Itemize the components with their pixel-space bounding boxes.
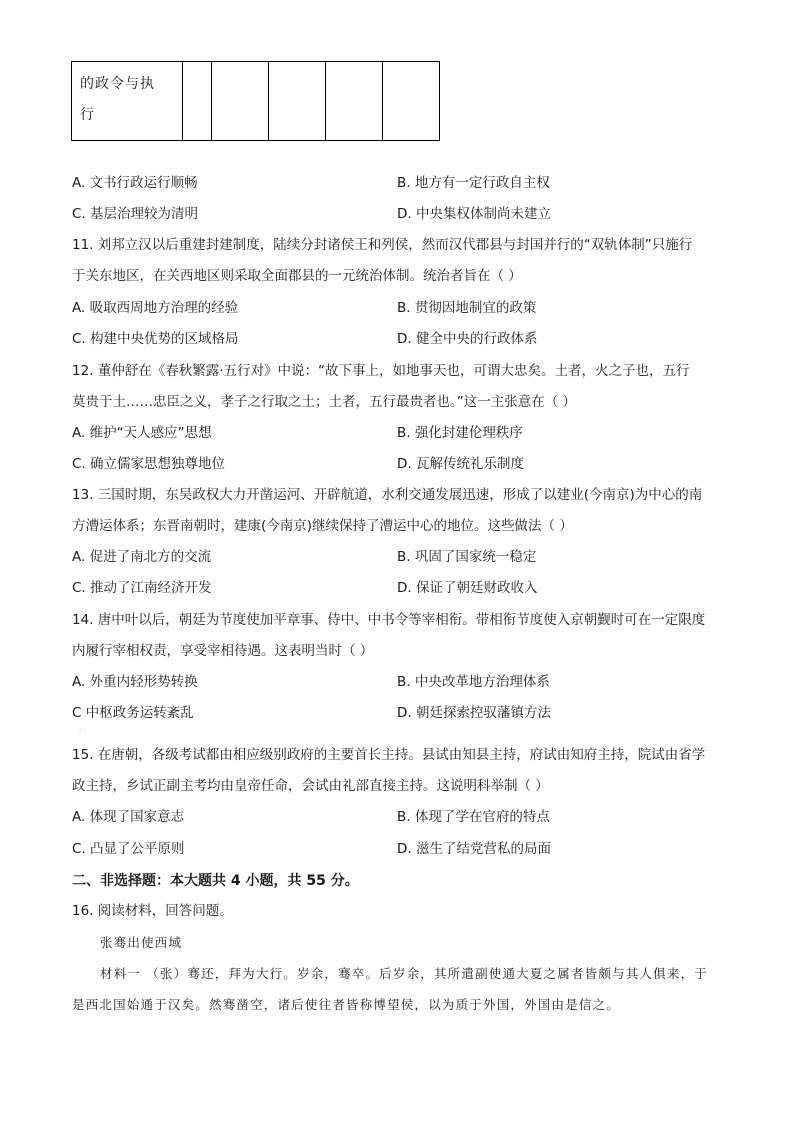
q14-option-a: A. 外重内轻形势转换 [72,674,198,690]
q13-option-a: A. 促进了南北方的交流 [72,549,212,565]
material-title: 张骞出使西域 [100,935,183,950]
q16-stem: 16. 阅读材料，回答问题。 [72,903,233,919]
q15-option-c: C. 凸显了公平原则 [72,841,185,857]
q11-stem-line-2: 于关东地区，在关西地区则采取全面郡县的一元统治体制。统治者旨在（ ） [72,268,522,284]
material-line-2: 是西北国始通于汉矣。然骞凿空，诸后使往者皆称博望侯，以为质于外国，外国由是信之。 [72,997,621,1012]
q11-option-a: A. 吸取西周地方治理的经验 [72,300,239,316]
q10-option-b: B. 地方有一定行政自主权 [397,175,550,191]
table-cell [326,62,383,141]
q12-option-a: A. 维护“天人感应”思想 [72,425,212,441]
q10-option-d: D. 中央集权体制尚未建立 [397,206,551,222]
q11-option-b: B. 贯彻因地制宜的政策 [397,300,537,316]
q15-stem-line-1: 15. 在唐朝，各级考试都由相应级别政府的主要首长主持。县试由知县主持，府试由知府主持，院试由省学 [72,747,706,763]
table-cell [183,62,212,141]
q14-option-c: C 中枢政务运转紊乱 [72,705,194,721]
q15-option-a: A. 体现了国家意志 [72,809,185,825]
q13-stem-line-1: 13. 三国时期，东吴政权大力开凿运河、开辟航道，水利交通发展迅速，形成了以建业(今南京)为中心的南 [72,487,703,503]
q11-stem-line-1: 11. 刘邦立汉以后重建封建制度，陆续分封诸侯王和列侯，然而汉代郡县与封国并行的“双轨体制”只施行 [72,237,693,253]
q11-option-c: C. 构建中央优势的区域格局 [72,331,239,347]
q12-stem-line-1: 12. 董仲舒在《春秋繁露·五行对》中说：“故下事上，如地事天也，可谓大忠矣。土者，火之子也，五行 [72,363,690,379]
q14-option-b: B. 中央改革地方治理体系 [397,674,550,690]
material-line-1: 材料一 （张）骞还，拜为大行。岁余，骞卒。后岁余，其所遣副使通大夏之属者皆颇与其人俱来，于 [100,966,708,981]
scan-dot: · [79,726,82,734]
q11-option-d: D. 健全中央的行政体系 [397,331,538,347]
q13-option-d: D. 保证了朝廷财政收入 [397,580,538,596]
q14-stem-line-1: 14. 唐中叶以后，朝廷为节度使加平章事、侍中、中书令等宰相衔。带相衔节度使入京朝觐时可在一定限度 [72,612,706,628]
q14-stem-line-2: 内履行宰相权责，享受宰相待遇。这表明当时（ ） [72,643,374,659]
table-cell [383,62,440,141]
q15-option-d: D. 滋生了结党营私的局面 [397,841,551,857]
table-row [72,62,440,141]
q12-option-c: C. 确立儒家思想独尊地位 [72,456,226,472]
q12-option-b: B. 强化封建伦理秩序 [397,425,523,441]
q12-stem-line-2: 莫贵于土……忠臣之义，孝子之行取之土；土者，五行最贵者也。”这一主张意在（ ） [72,394,577,410]
table-fragment [71,61,440,141]
q13-option-b: B. 巩固了国家统一稳定 [397,549,537,565]
table-cell-label: 的政令与执 行 [72,62,183,141]
q10-option-c: C. 基层治理较为清明 [72,206,199,222]
q13-option-c: C. 推动了江南经济开发 [72,580,212,596]
table-cell [212,62,269,141]
q12-option-d: D. 瓦解传统礼乐制度 [397,456,524,472]
q13-stem-line-2: 方漕运体系；东晋南朝时，建康(今南京)继续保持了漕运中心的地位。这些做法（ ） [72,518,573,534]
q14-option-d: D. 朝廷探索控驭藩镇方法 [397,705,551,721]
table-cell [269,62,326,141]
q15-option-b: B. 体现了学在官府的特点 [397,809,550,825]
section-two-heading: 二、非选择题：本大题共 4 小题，共 55 分。 [72,873,359,889]
q10-option-a: A. 文书行政运行顺畅 [72,175,198,191]
q15-stem-line-2: 政主持，乡试正副主考均由皇帝任命，会试由礼部直接主持。这说明科举制（ ） [72,778,549,794]
